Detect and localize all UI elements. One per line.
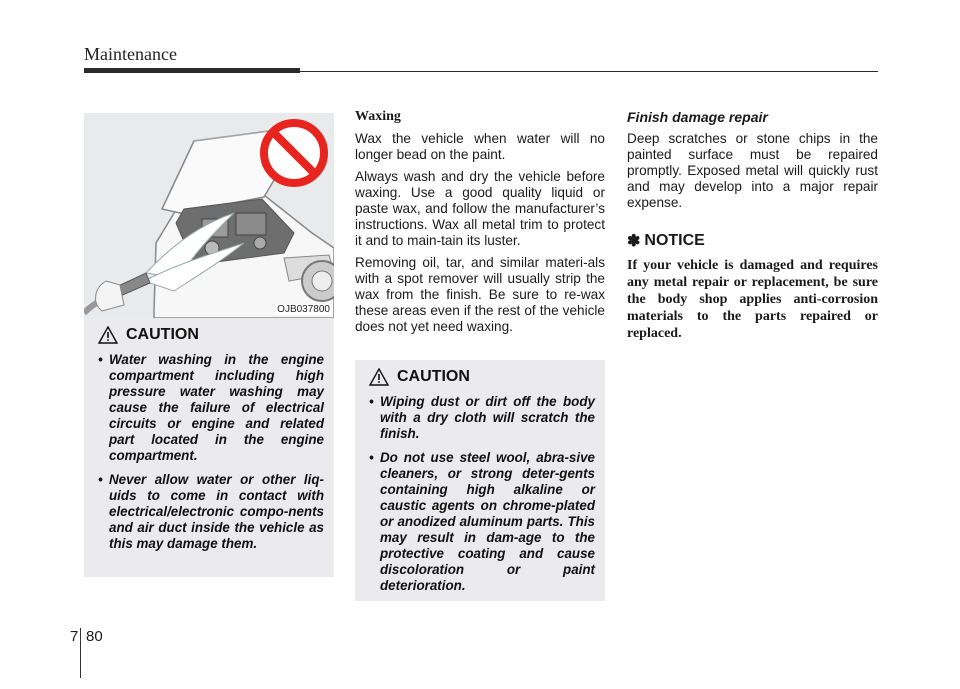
chapter-number: 7 (70, 628, 79, 645)
caution-title: CAUTION (126, 326, 199, 343)
notice-title: NOTICE (644, 232, 705, 249)
waxing-title: Waxing (355, 109, 401, 124)
warning-triangle-icon (98, 326, 118, 344)
engine-wash-illustration (84, 113, 334, 318)
waxing-paragraph: Wax the vehicle when water will no longer bead on the paint. (355, 131, 605, 162)
warning-triangle-icon (369, 368, 389, 386)
figure-code: OJB037800 (277, 304, 330, 315)
waxing-section (355, 109, 605, 341)
caution-box-engine-wash (84, 318, 334, 577)
footer-divider (80, 628, 81, 678)
waxing-paragraph: Removing oil, tar, and similar materi-als with a spot remover will usually strip the wax from the finish. Be sure to re-wax these areas even if the rest of the vehicle does not yet need waxing. (355, 255, 605, 334)
notice-star-icon: ✽ (627, 233, 641, 250)
finish-damage-section (627, 109, 878, 342)
header-title: Maintenance (84, 44, 177, 64)
caution-item: • Never allow water or other liq-uids to come in contact with electrical/electronic compo-nents and air duct inside the vehicle as this may damage them. (98, 472, 324, 551)
caution-heading (369, 368, 605, 386)
header-bar (84, 68, 300, 73)
caution-list (84, 352, 334, 552)
caution-box-finish (355, 360, 605, 601)
notice-text: If your vehicle is damaged and requires any metal repair or replacement, be sure the body shop applies anti-corrosion materials to the parts repaired or replaced. (627, 258, 878, 341)
engine-wash-drawing (84, 113, 334, 318)
caution-item: • Do not use steel wool, abra-sive cleaners, or strong deter-gents containing high alkaline or caustic agents on chrome-plated or anodized aluminum parts. This may result in dam-age to the protective coating and cause discoloration or paint deterioration. (369, 450, 595, 593)
notice-heading (627, 231, 878, 251)
caution-item: • Wiping dust or dirt off the body with a dry cloth will scratch the finish. (369, 394, 595, 441)
finish-damage-paragraph: Deep scratches or stone chips in the painted surface must be repaired promptly. Exposed metal will quickly rust and may develop into a major repair expense. (627, 131, 878, 210)
header-rule (300, 71, 878, 72)
page-number: 80 (86, 628, 103, 645)
caution-list (355, 394, 605, 594)
caution-title: CAUTION (397, 368, 470, 385)
waxing-paragraph: Always wash and dry the vehicle before waxing. Use a good quality liquid or paste wax, and follow the manufacturer’s instructions. Wax all metal trim to protect it and to main-tain its luster. (355, 169, 605, 248)
finish-damage-title: Finish damage repair (627, 109, 768, 125)
caution-item: • Water washing in the engine compartment including high pressure water washing may cause the failure of electrical circuits or engine and related part located in the engine compartment. (98, 352, 324, 463)
caution-heading (98, 326, 334, 344)
